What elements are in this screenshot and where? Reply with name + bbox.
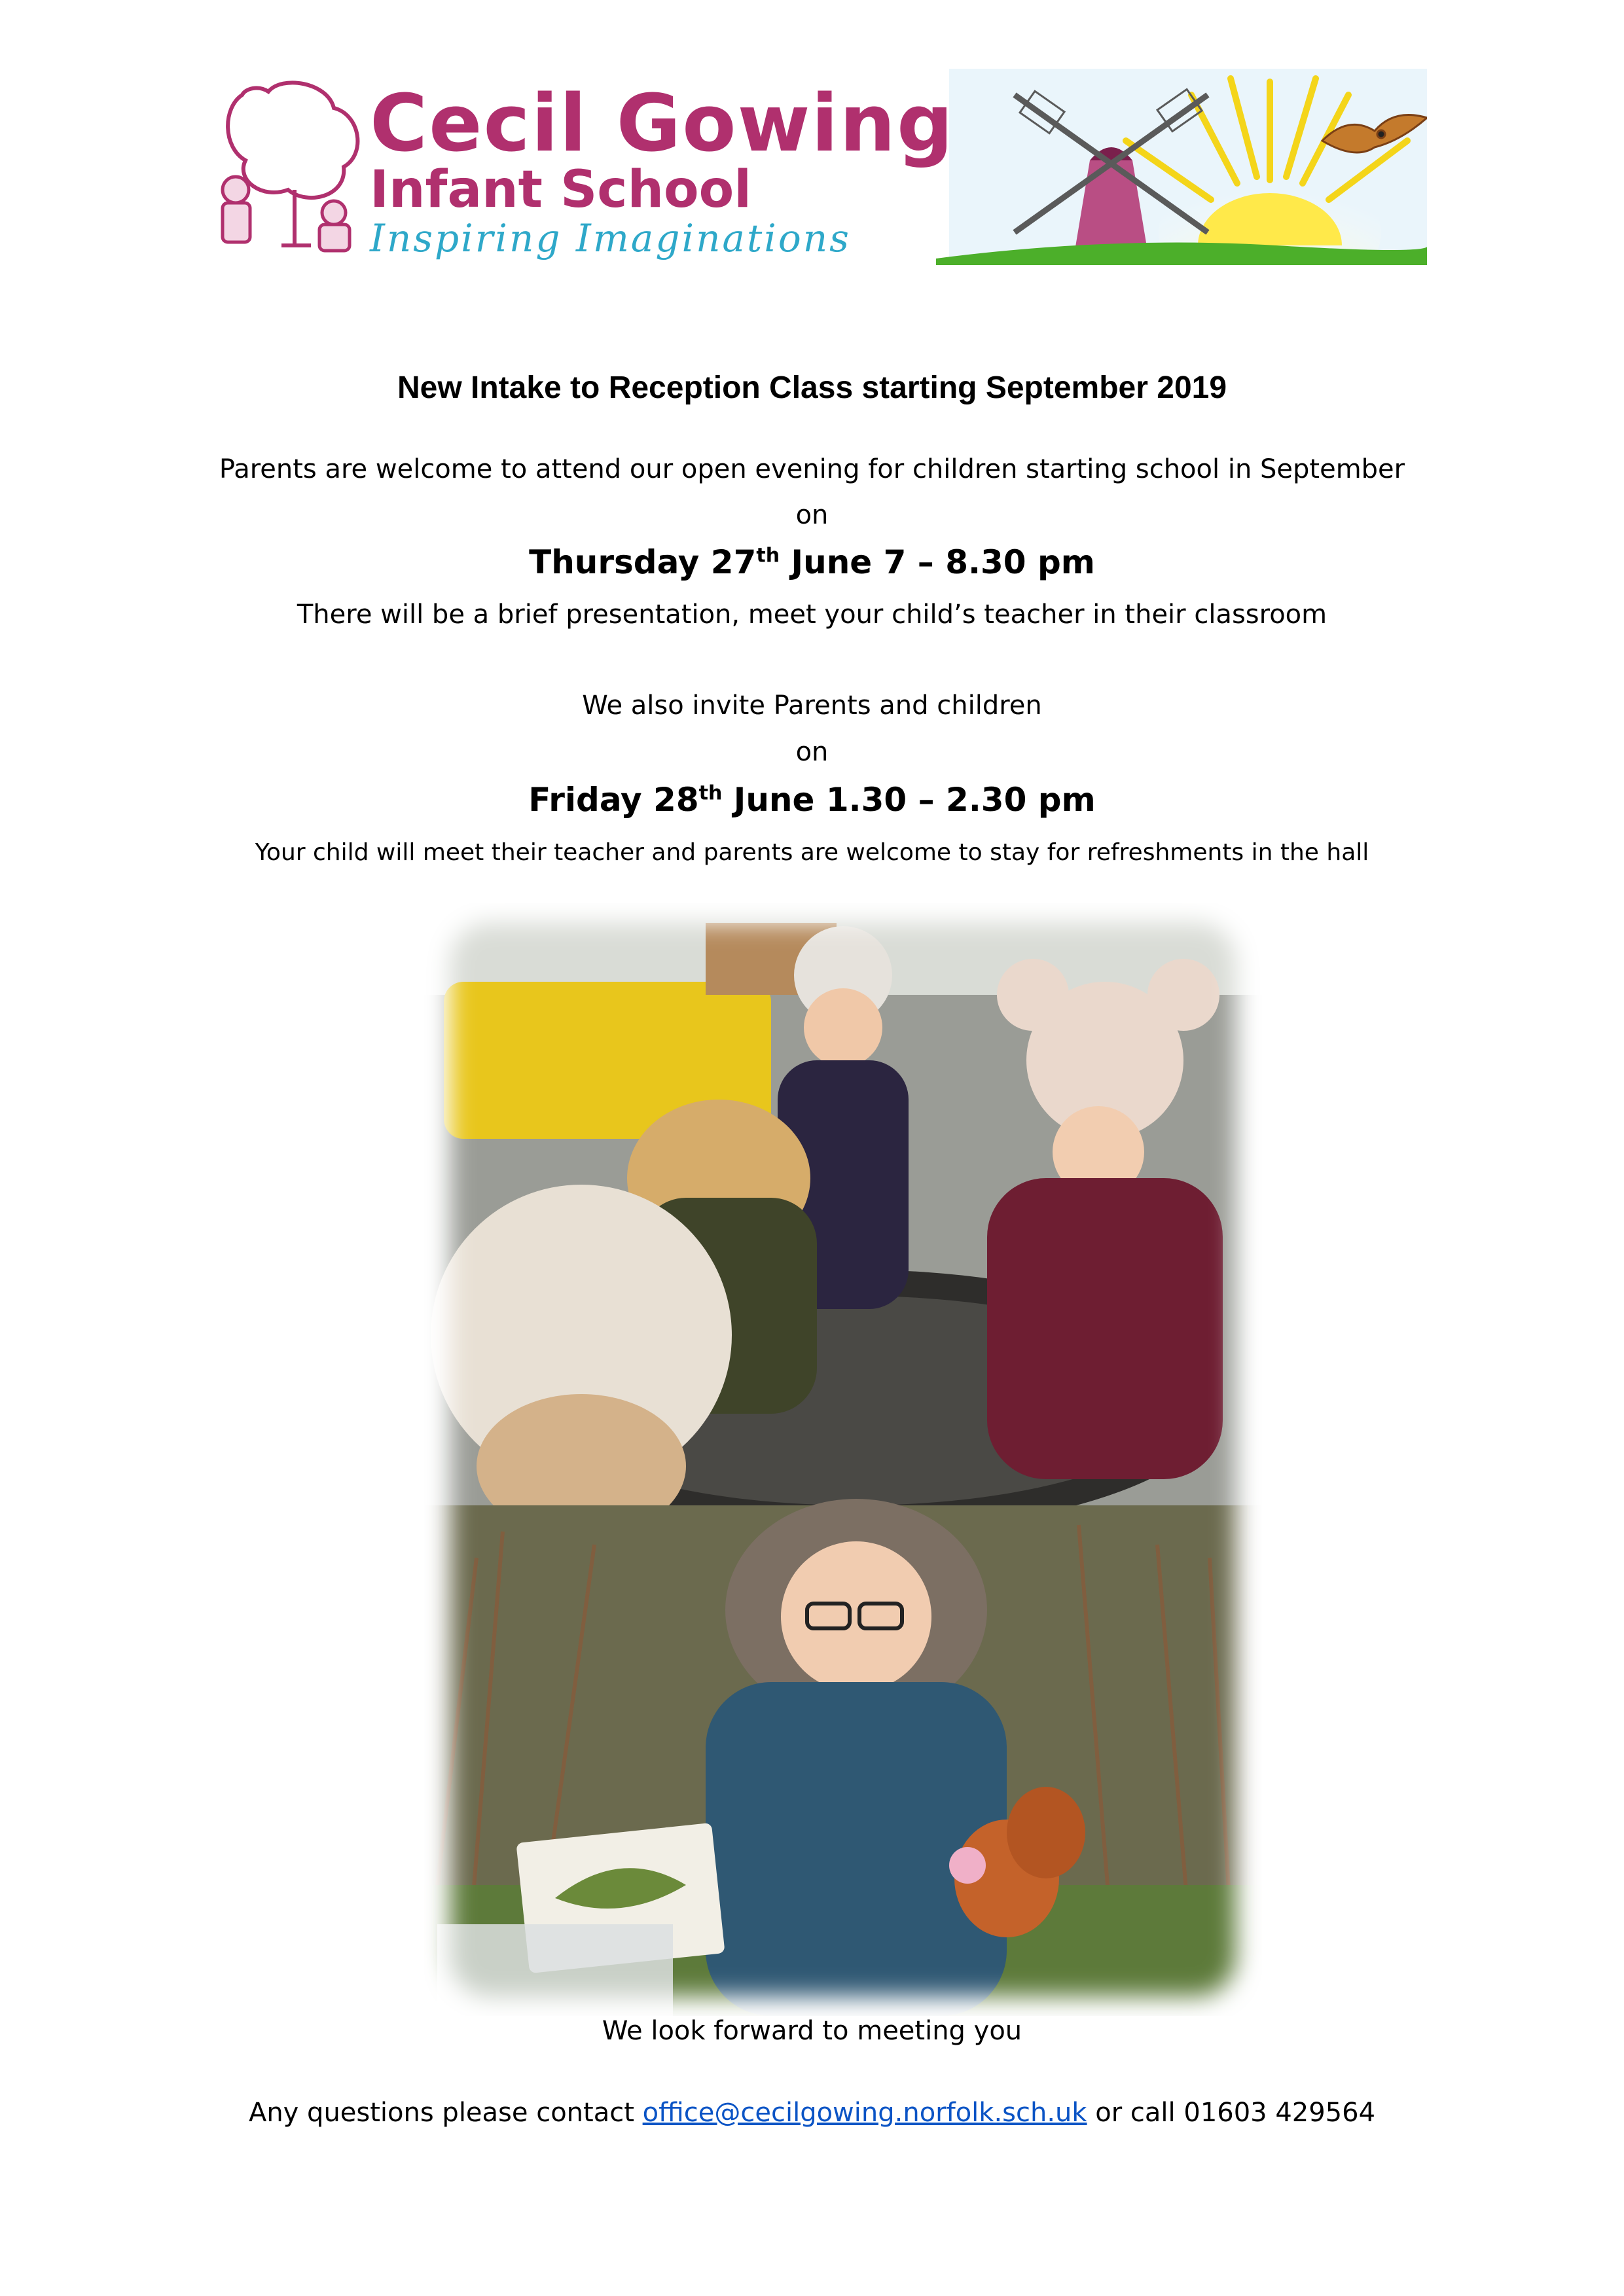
closing-line: We look forward to meeting you xyxy=(602,2016,1022,2046)
event-thursday-time: June 7 – 8.30 pm xyxy=(780,543,1095,581)
children-icon xyxy=(223,177,350,251)
contact-phone: or call 01603 429564 xyxy=(1087,2098,1376,2128)
event-thursday xyxy=(0,543,1624,581)
event-thursday-suffix: th xyxy=(756,544,780,567)
school-name: Cecil Gowing xyxy=(370,79,954,170)
contact-line xyxy=(0,2098,1624,2128)
invite-on-line: on xyxy=(795,737,829,767)
notice-title: New Intake to Reception Class starting September 2019 xyxy=(397,370,1227,405)
intro-line: Parents are welcome to attend our open evening for children starting school in September xyxy=(219,454,1405,484)
event-friday-time: June 1.30 – 2.30 pm xyxy=(722,781,1096,819)
contact-prefix: Any questions please contact xyxy=(248,2098,643,2128)
school-motto: Inspiring Imaginations xyxy=(370,216,851,260)
children-photo xyxy=(424,903,1262,2016)
contact-email-link[interactable]: office@cecilgowing.norfolk.sch.uk xyxy=(642,2098,1087,2128)
event-friday-detail: Your child will meet their teacher and parents are welcome to stay for refreshments in the hall xyxy=(255,839,1369,866)
event-friday-suffix: th xyxy=(698,781,723,805)
event-friday-day: Friday 28 xyxy=(528,781,699,819)
event-thursday-day: Thursday 27 xyxy=(529,543,757,581)
intro-on-line: on xyxy=(795,500,829,530)
event-thursday-detail: There will be a brief presentation, meet your child’s teacher in their classroom xyxy=(297,600,1327,630)
school-name-subtitle: Infant School xyxy=(370,160,751,219)
invite-line: We also invite Parents and children xyxy=(582,691,1042,721)
event-friday xyxy=(0,781,1624,819)
